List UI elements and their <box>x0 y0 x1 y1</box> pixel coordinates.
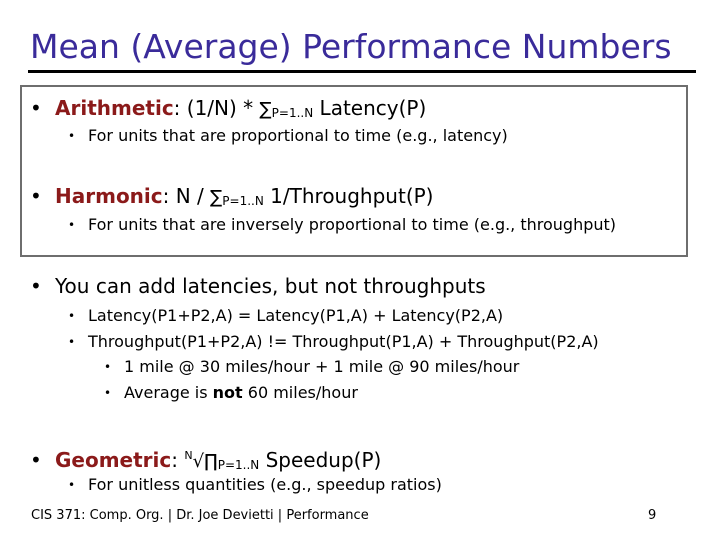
bullet-harmonic <box>30 183 434 214</box>
average-not: not <box>212 383 243 402</box>
harmonic-formula-suffix: 1/Throughput(P) <box>263 184 434 208</box>
bullet-geometric <box>30 443 381 478</box>
harmonic-sub-text: For units that are inversely proportional to time (e.g., throughput) <box>88 215 617 234</box>
bullet-arithmetic <box>30 95 426 126</box>
bullet-marker: • <box>104 386 112 400</box>
bullet-marker: • <box>68 335 76 349</box>
average-prefix: Average is <box>124 383 213 402</box>
miles-example-subsub <box>104 356 519 378</box>
throughput-sum-sub <box>68 331 599 353</box>
latency-sum-sub <box>68 305 503 327</box>
sigma-symbol: ∑ <box>210 187 223 208</box>
arithmetic-sub-text: For units that are proportional to time (e.g., latency) <box>88 126 508 145</box>
average-subsub <box>104 382 358 404</box>
page-number: 9 <box>648 508 657 523</box>
throughput-sum-text: Throughput(P1+P2,A) != Throughput(P1,A) + Throughput(P2,A) <box>88 332 599 351</box>
geometric-range: P=1..N <box>217 458 260 472</box>
arithmetic-formula-suffix: Latency(P) <box>313 96 427 120</box>
arithmetic-range: P=1..N <box>271 106 314 120</box>
bullet-marker: • <box>104 360 112 374</box>
bullet-marker: • <box>30 448 42 472</box>
arithmetic-formula-prefix: : (1/N) * <box>173 96 260 120</box>
miles-example-text: 1 mile @ 30 miles/hour + 1 mile @ 90 miles/hour <box>124 357 520 376</box>
bullet-add-latencies <box>30 273 486 299</box>
bullet-marker: • <box>30 184 42 208</box>
sigma-symbol: ∑ <box>259 99 272 120</box>
add-latencies-text: You can add latencies, but not throughputs <box>55 274 486 298</box>
arithmetic-sub <box>68 125 508 147</box>
title-rule <box>28 70 696 73</box>
slide-footer: CIS 371: Comp. Org. | Dr. Joe Devietti | Performance <box>31 508 369 523</box>
geometric-sub-text: For unitless quantities (e.g., speedup ratios) <box>88 475 442 494</box>
geometric-term: Geometric <box>55 448 172 472</box>
harmonic-sub <box>68 214 616 236</box>
geometric-formula-suffix: Speedup(P) <box>259 448 382 472</box>
bullet-marker: • <box>68 129 76 143</box>
slide-title: Mean (Average) Performance Numbers <box>30 27 672 66</box>
root-index: N <box>184 449 193 462</box>
harmonic-range: P=1..N <box>222 194 264 208</box>
bullet-marker: • <box>68 309 76 323</box>
bullet-marker: • <box>30 96 42 120</box>
product-symbol: ∏ <box>204 451 218 472</box>
harmonic-term: Harmonic <box>55 184 163 208</box>
bullet-marker: • <box>68 218 76 232</box>
root-symbol: √ <box>192 451 205 472</box>
geometric-sub <box>68 474 442 496</box>
bullet-marker: • <box>30 274 42 298</box>
harmonic-formula-prefix: : N / <box>162 184 211 208</box>
geometric-colon: : <box>171 448 185 472</box>
arithmetic-term: Arithmetic <box>55 96 174 120</box>
bullet-marker: • <box>68 478 76 492</box>
latency-sum-text: Latency(P1+P2,A) = Latency(P1,A) + Latency(P2,A) <box>88 306 504 325</box>
average-suffix: 60 miles/hour <box>242 383 358 402</box>
